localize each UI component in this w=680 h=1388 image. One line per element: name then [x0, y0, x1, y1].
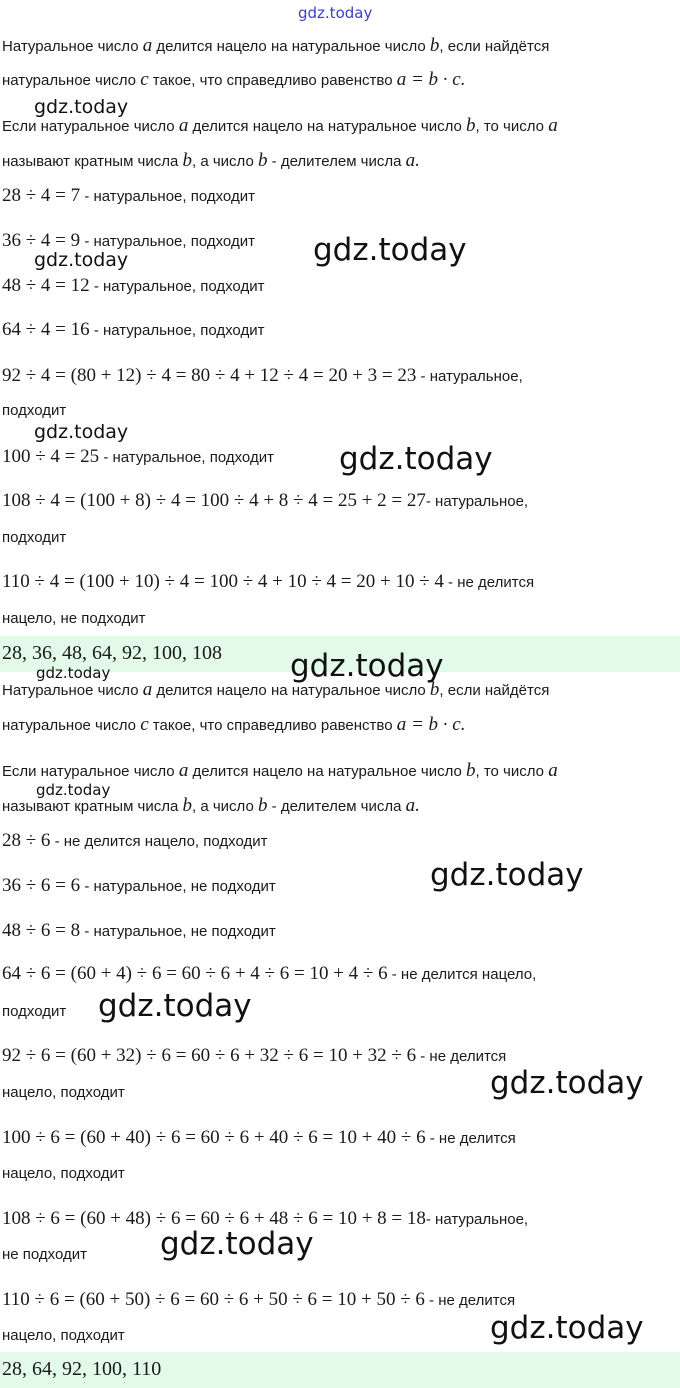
- calc-line: 108 ÷ 6 = (60 + 48) ÷ 6 = 60 ÷ 6 + 48 ÷ 6 = 10 + 8 = 18- натуральное,: [2, 1208, 529, 1229]
- watermark: gdz.today: [34, 96, 129, 118]
- answer-text: 28, 36, 48, 64, 92, 100, 108: [2, 642, 222, 664]
- calc-line: 92 ÷ 6 = (60 + 32) ÷ 6 = 60 ÷ 6 + 32 ÷ 6 = 10 + 32 ÷ 6 - не делится: [2, 1045, 507, 1066]
- calc-line: 48 ÷ 6 = 8 - натуральное, не подходит: [2, 920, 276, 941]
- watermark: gdz.today: [290, 648, 444, 684]
- calc-line: 108 ÷ 4 = (100 + 8) ÷ 4 = 100 ÷ 4 + 8 ÷ 4 = 25 + 2 = 27- натуральное,: [2, 490, 529, 511]
- watermark: gdz.today: [313, 232, 467, 268]
- definition-divisibility-line-2: натуральное число c такое, что справедливо равенство a = b · c.: [2, 69, 466, 90]
- watermark-top: gdz.today: [298, 4, 373, 22]
- definition-multiple-line-1: Если натуральное число a делится нацело на натуральное число b, то число a: [2, 760, 558, 781]
- watermark: gdz.today: [490, 1065, 644, 1101]
- definition-divisibility-line-1: Натуральное число a делится нацело на натуральное число b, если найдётся: [2, 679, 550, 700]
- calc-line: 28 ÷ 6 - не делится нацело, подходит: [2, 830, 268, 851]
- calc-line: 28 ÷ 4 = 7 - натуральное, подходит: [2, 185, 255, 206]
- watermark: gdz.today: [36, 664, 111, 682]
- watermark: gdz.today: [34, 249, 129, 271]
- calc-line: 110 ÷ 6 = (60 + 50) ÷ 6 = 60 ÷ 6 + 50 ÷ 6 = 10 + 50 ÷ 6 - не делится: [2, 1289, 516, 1310]
- definition-multiple-line-2: называют кратным числа b, а число b - делителем числа a.: [2, 795, 420, 816]
- definition-divisibility-line-1: Натуральное число a делится нацело на натуральное число b, если найдётся: [2, 35, 550, 56]
- calc-line: 36 ÷ 6 = 6 - натуральное, не подходит: [2, 875, 276, 896]
- calc-line: 100 ÷ 4 = 25 - натуральное, подходит: [2, 446, 274, 467]
- calc-line: 100 ÷ 6 = (60 + 40) ÷ 6 = 60 ÷ 6 + 40 ÷ 6 = 10 + 40 ÷ 6 - не делится: [2, 1127, 516, 1148]
- calc-line-continuation: нацело, подходит: [2, 1084, 125, 1101]
- watermark: gdz.today: [34, 421, 129, 443]
- watermark: gdz.today: [490, 1310, 644, 1346]
- calc-line: 64 ÷ 6 = (60 + 4) ÷ 6 = 60 ÷ 6 + 4 ÷ 6 = 10 + 4 ÷ 6 - не делится нацело,: [2, 963, 537, 984]
- definition-multiple-line-2: называют кратным числа b, а число b - делителем числа a.: [2, 150, 420, 171]
- calc-line: 36 ÷ 4 = 9 - натуральное, подходит: [2, 230, 255, 251]
- calc-line-continuation: нацело, не подходит: [2, 610, 146, 627]
- calc-line-continuation: нацело, подходит: [2, 1327, 125, 1344]
- watermark: gdz.today: [339, 441, 493, 477]
- watermark: gdz.today: [160, 1226, 314, 1262]
- calc-line-continuation: подходит: [2, 402, 67, 419]
- definition-divisibility-line-2: натуральное число c такое, что справедливо равенство a = b · c.: [2, 714, 466, 735]
- answer-text: 28, 64, 92, 100, 110: [2, 1358, 162, 1380]
- calc-line: 110 ÷ 4 = (100 + 10) ÷ 4 = 100 ÷ 4 + 10 ÷ 4 = 20 + 10 ÷ 4 - не делится: [2, 571, 535, 592]
- answer-box: [0, 1352, 680, 1388]
- calc-line: 92 ÷ 4 = (80 + 12) ÷ 4 = 80 ÷ 4 + 12 ÷ 4 = 20 + 3 = 23 - натуральное,: [2, 365, 523, 386]
- watermark: gdz.today: [430, 857, 584, 893]
- calc-line: 48 ÷ 4 = 12 - натуральное, подходит: [2, 275, 265, 296]
- watermark: gdz.today: [98, 988, 252, 1024]
- calc-line-continuation: подходит: [2, 1003, 67, 1020]
- watermark: gdz.today: [36, 781, 111, 799]
- calc-line-continuation: нацело, подходит: [2, 1165, 125, 1182]
- calc-line-continuation: подходит: [2, 529, 67, 546]
- definition-multiple-line-1: Если натуральное число a делится нацело на натуральное число b, то число a: [2, 115, 558, 136]
- calc-line: 64 ÷ 4 = 16 - натуральное, подходит: [2, 319, 265, 340]
- calc-line-continuation: не подходит: [2, 1246, 88, 1263]
